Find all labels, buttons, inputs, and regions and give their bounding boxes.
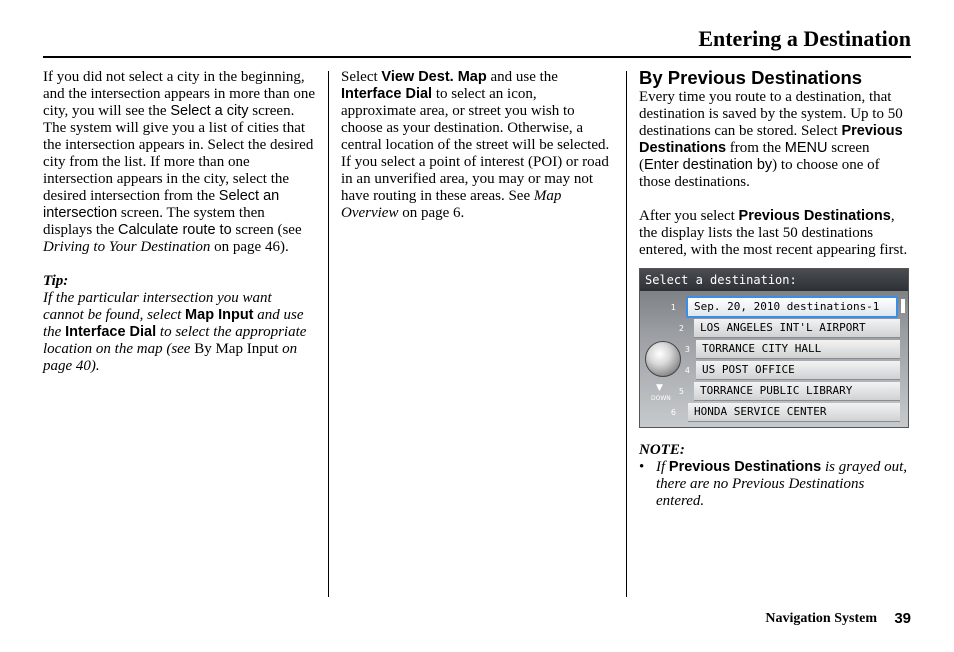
column-2	[341, 69, 613, 222]
paragraph: Select View Dest. Map and use the Interface Dial to select an icon, approximate area, or street you wish to choose as your destination. Otherwise, a central location of the street will be selected. If you select a point of interest (POI) or road in an unverified area, you may or may not have routing in these areas. See Map Overview on page 6.	[341, 69, 610, 221]
list-item: 6 HONDA SERVICE CENTER	[640, 402, 908, 422]
ui-term: Map Input	[185, 307, 254, 323]
paragraph: If you did not select a city in the beginning, and the intersection appears in more than one city, you will see the Select a city screen. The system will give you a list of cities that the intersection appears in. Select the desired city from the list. If more than one intersection appears in the city, select the desired intersection from the Select an intersection screen. The system then displays the Calculate route to screen (see Driving to Your Destination on page 46).	[43, 69, 315, 255]
ui-term: View Dest. Map	[381, 69, 487, 85]
ui-term: Interface Dial	[341, 86, 433, 102]
tip-text: If the particular intersection you want cannot be found, select Map Input and use the Interface Dial to select the appropriate location on the map (see By Map Input on page 40).	[43, 290, 307, 374]
ui-term: Previous Destinations	[738, 208, 891, 224]
down-arrow-icon: ▼	[656, 383, 663, 393]
note-label: NOTE:	[639, 442, 685, 458]
ui-term: Calculate route to	[118, 222, 232, 238]
ui-term: Select an intersection	[43, 188, 280, 221]
ui-term: Select a city	[170, 103, 249, 119]
column-divider	[328, 71, 329, 597]
list-item: 2 LOS ANGELES INT'L AIRPORT	[640, 318, 908, 338]
column-1	[43, 69, 315, 375]
list-item: 5 TORRANCE PUBLIC LIBRARY	[640, 381, 908, 401]
ui-term: Enter destination by	[644, 157, 773, 173]
note-text: If Previous Destinations is grayed out, there are no Previous Destinations entered.	[656, 459, 908, 509]
page-number: 39	[894, 610, 911, 627]
section-heading: By Previous Destinations	[639, 67, 863, 88]
bullet-icon: •	[639, 459, 645, 475]
cross-reference: By Map Input	[194, 341, 279, 357]
list-item: 1 Sep. 20, 2010 destinations-1	[640, 297, 908, 317]
list-item: 3 TORRANCE CITY HALL	[640, 339, 908, 359]
list-item: 4 US POST OFFICE	[640, 360, 908, 380]
footer-label: Navigation System	[765, 611, 877, 626]
down-label: DOWN	[651, 395, 671, 402]
cross-reference: Driving to Your Destination	[43, 239, 211, 255]
column-divider	[626, 71, 627, 597]
ui-term: Previous Destinations	[639, 123, 903, 156]
tip-label: Tip:	[43, 273, 69, 289]
nav-screenshot	[639, 268, 909, 428]
page-title: Entering a Destination	[698, 26, 911, 51]
paragraph: After you select Previous Destinations, the display lists the last 50 destinations entered, with the most recent appearing first.	[639, 208, 908, 258]
ui-term: Interface Dial	[65, 324, 157, 340]
header-rule	[43, 56, 911, 58]
screen-title: Select a destination:	[640, 269, 908, 291]
paragraph: Every time you route to a destination, that destination is saved by the system. Up to 50 destinations can be stored. Select Previous Destinations from the MENU screen (Enter destination by) to choose one of those destinations.	[639, 89, 903, 190]
cross-reference: Map Overview	[341, 188, 562, 221]
ui-term: Previous Destinations	[668, 459, 822, 475]
ui-term: MENU	[784, 140, 828, 156]
column-3	[639, 67, 911, 510]
note-bullet	[639, 459, 911, 510]
